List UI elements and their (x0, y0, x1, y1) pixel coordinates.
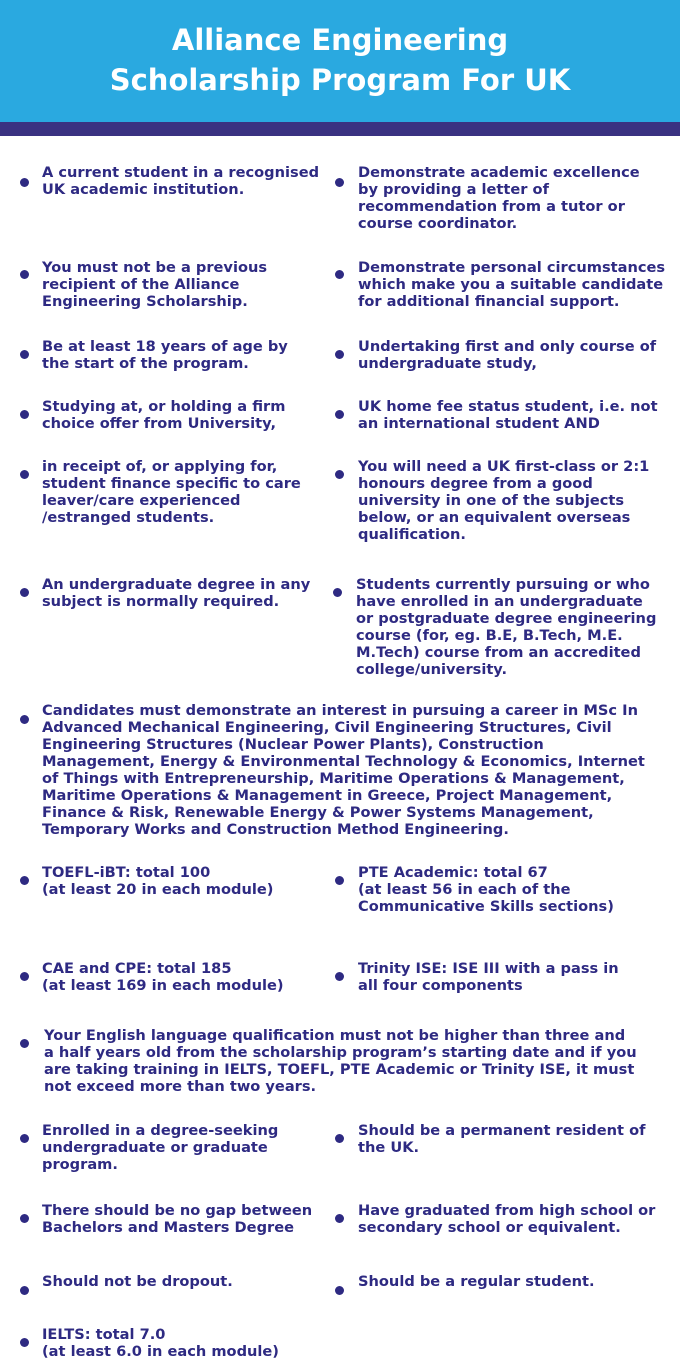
bullet-dot-icon (20, 876, 29, 885)
bullet-dot-icon (333, 588, 342, 597)
list-item-line: undergraduate study, (358, 355, 537, 372)
list-item-line: PTE Academic: total 67 (358, 864, 548, 881)
bullet-dot-icon (335, 1134, 344, 1143)
list-item-line: college/university. (356, 661, 508, 678)
list-item-line: (at least 56 in each of the (358, 881, 571, 898)
list-item (42, 398, 285, 432)
header-banner (0, 0, 680, 122)
list-item-line: Communicative Skills sections) (358, 898, 614, 915)
list-item-line: Should be a regular student. (358, 1273, 595, 1290)
list-item (358, 864, 614, 915)
list-item-line: university in one of the subjects (358, 492, 625, 509)
list-item (358, 960, 619, 994)
list-item-line: UK home fee status student, i.e. not (358, 398, 658, 415)
list-item (42, 1202, 312, 1236)
list-item-line: Finance & Risk, Renewable Energy & Power Systems Management, (42, 804, 594, 821)
list-item-line: below, or an equivalent overseas (358, 509, 631, 526)
list-item-line: CAE and CPE: total 185 (42, 960, 232, 977)
list-item-line: (at least 6.0 in each module) (42, 1343, 279, 1360)
list-item-line: Trinity ISE: ISE III with a pass in (358, 960, 619, 977)
bullet-dot-icon (335, 972, 344, 981)
list-item-line: honours degree from a good (358, 475, 593, 492)
list-item-line: Should not be dropout. (42, 1273, 233, 1290)
bullet-dot-icon (20, 1338, 29, 1347)
list-item-line: A current student in a recognised (42, 164, 320, 181)
list-item-line: choice offer from University, (42, 415, 277, 432)
bullet-dot-icon (20, 588, 29, 597)
bullet-dot-icon (20, 1214, 29, 1223)
list-item (356, 576, 656, 678)
list-item-line: secondary school or equivalent. (358, 1219, 621, 1236)
list-item-line: Engineering Scholarship. (42, 293, 248, 310)
page-title-line-2: Scholarship Program For UK (109, 63, 571, 97)
list-item-line: the UK. (358, 1139, 420, 1156)
bullet-dot-icon (335, 470, 344, 479)
bullet-dot-icon (20, 350, 29, 359)
bullet-dot-icon (335, 1286, 344, 1295)
list-item (42, 702, 645, 838)
list-item-line: course (for, eg. B.E, B.Tech, M.E. (356, 627, 623, 644)
list-item-line: a half years old from the scholarship program’s starting date and if you (44, 1044, 637, 1061)
page-title (0, 20, 680, 100)
list-item-line: (at least 20 in each module) (42, 881, 274, 898)
bullet-dot-icon (335, 410, 344, 419)
list-item (42, 1122, 278, 1173)
page-title-line-1: Alliance Engineering (171, 23, 509, 57)
list-item-line: Temporary Works and Construction Method Engineering. (42, 821, 509, 838)
header-divider-bar (0, 122, 680, 136)
list-item-line: Be at least 18 years of age by (42, 338, 288, 355)
list-item (42, 338, 288, 372)
bullet-dot-icon (335, 270, 344, 279)
bullet-dot-icon (20, 470, 29, 479)
bullet-dot-icon (335, 1214, 344, 1223)
list-item (358, 1122, 645, 1156)
list-item-line: leaver/care experienced (42, 492, 241, 509)
list-item (42, 864, 273, 898)
list-item-line: M.Tech) course from an accredited (356, 644, 641, 661)
list-item-line: recipient of the Alliance (42, 276, 240, 293)
list-item-line: recommendation from a tutor or (358, 198, 625, 215)
list-item (358, 1202, 655, 1236)
list-item-line: Maritime Operations & Management in Greece, Project Management, (42, 787, 613, 804)
list-item (358, 398, 658, 432)
list-item-line: all four components (358, 977, 523, 994)
bullet-dot-icon (20, 1286, 29, 1295)
list-item-line: You must not be a previous (42, 259, 268, 276)
list-item (358, 1273, 595, 1290)
list-item-line: (at least 169 in each module) (42, 977, 284, 994)
list-item-line: Candidates must demonstrate an interest in pursuing a career in MSc In (42, 702, 638, 719)
list-item-line: Students currently pursuing or who (356, 576, 650, 593)
list-item-line: subject is normally required. (42, 593, 280, 610)
list-item (358, 338, 656, 372)
list-item (42, 960, 284, 994)
list-item (358, 458, 649, 543)
list-item-line: by providing a letter of (358, 181, 549, 198)
list-item-line: in receipt of, or applying for, (42, 458, 278, 475)
list-item (42, 1326, 279, 1360)
list-item (42, 164, 319, 198)
list-item-line: qualification. (358, 526, 466, 543)
bullet-dot-icon (20, 178, 29, 187)
list-item-line: for additional financial support. (358, 293, 620, 310)
list-item-line: an international student AND (358, 415, 600, 432)
bullet-dot-icon (20, 715, 29, 724)
list-item-line: IELTS: total 7.0 (42, 1326, 166, 1343)
bullet-dot-icon (20, 410, 29, 419)
list-item-line: TOEFL-iBT: total 100 (42, 864, 211, 881)
list-item (358, 164, 640, 232)
list-item (358, 259, 665, 310)
list-item (42, 458, 301, 526)
list-item-line: Demonstrate academic excellence (358, 164, 640, 181)
list-item-line: Bachelors and Masters Degree (42, 1219, 295, 1236)
bullet-dot-icon (335, 876, 344, 885)
list-item-line: not exceed more than two years. (44, 1078, 317, 1095)
bullet-dot-icon (20, 1039, 29, 1048)
list-item-line: have enrolled in an undergraduate (356, 593, 643, 610)
list-item-line: Advanced Mechanical Engineering, Civil Engineering Structures, Civil (42, 719, 612, 736)
list-item-line: Management, Energy & Environmental Technology & Economics, Internet (42, 753, 645, 770)
list-item-line: Demonstrate personal circumstances (358, 259, 666, 276)
list-item-line: which make you a suitable candidate (358, 276, 664, 293)
list-item-line: UK academic institution. (42, 181, 245, 198)
list-item (44, 1027, 637, 1095)
list-item-line: Have graduated from high school or (358, 1202, 656, 1219)
list-item-line: /estranged students. (42, 509, 215, 526)
list-item-line: Engineering Structures (Nuclear Power Plants), Construction (42, 736, 544, 753)
list-item-line: Should be a permanent resident of (358, 1122, 646, 1139)
list-item-line: There should be no gap between (42, 1202, 313, 1219)
list-item-line: Studying at, or holding a firm (42, 398, 286, 415)
list-item-line: Enrolled in a degree-seeking (42, 1122, 279, 1139)
list-item-line: the start of the program. (42, 355, 249, 372)
list-item (42, 1273, 233, 1290)
list-item-line: Your English language qualification must not be higher than three and (44, 1027, 626, 1044)
bullet-dot-icon (20, 972, 29, 981)
list-item (42, 259, 267, 310)
list-item-line: undergraduate or graduate (42, 1139, 268, 1156)
list-item-line: student finance specific to care (42, 475, 301, 492)
list-item-line: of Things with Entrepreneurship, Maritime Operations & Management, (42, 770, 625, 787)
bullet-dot-icon (335, 178, 344, 187)
bullet-dot-icon (335, 350, 344, 359)
list-item-line: You will need a UK first-class or 2:1 (358, 458, 650, 475)
list-item-line: or postgraduate degree engineering (356, 610, 657, 627)
bullet-dot-icon (20, 270, 29, 279)
list-item-line: Undertaking first and only course of (358, 338, 657, 355)
list-item (42, 576, 310, 610)
list-item-line: program. (42, 1156, 118, 1173)
bullet-dot-icon (20, 1134, 29, 1143)
list-item-line: are taking training in IELTS, TOEFL, PTE Academic or Trinity ISE, it must (44, 1061, 635, 1078)
list-item-line: An undergraduate degree in any (42, 576, 311, 593)
list-item-line: course coordinator. (358, 215, 518, 232)
